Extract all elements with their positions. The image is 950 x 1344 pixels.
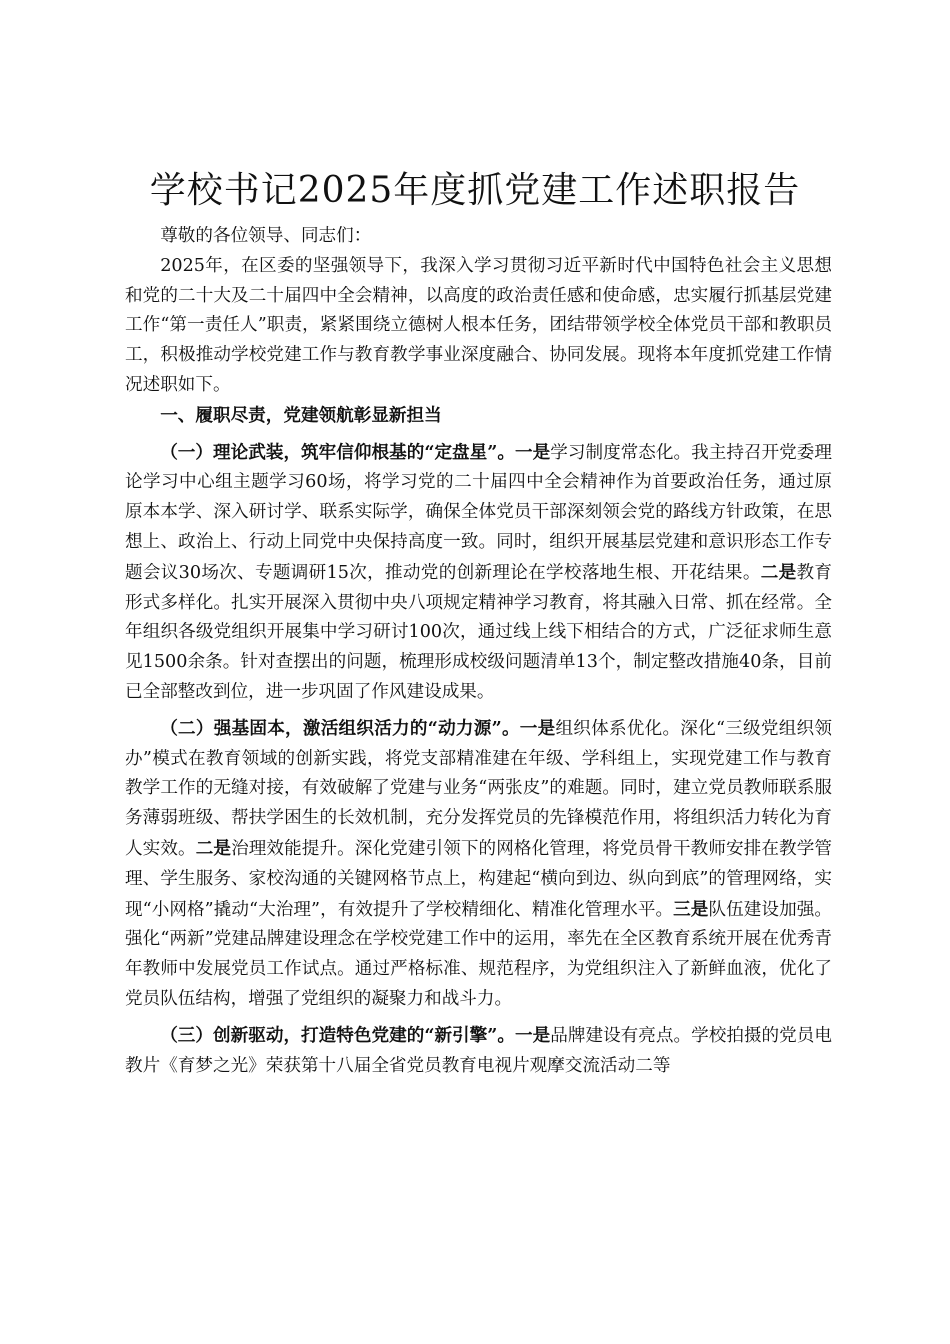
salutation: 尊敬的各位领导、同志们：	[160, 226, 372, 246]
lead-marker: 三是	[673, 898, 709, 920]
subsection-heading-1: （一）理论武装，筑牢信仰根基的“定盘星”。	[160, 441, 516, 463]
document-body	[125, 222, 832, 1081]
document-title: 学校书记2025年度抓党建工作述职报告	[149, 170, 801, 211]
paragraph-theory: （一）理论武装，筑牢信仰根基的“定盘星”。一是学习制度常态化。我主持召开党委理论学习中心组主题学习60场，将学习党的二十届四中全会精神作为首要政治任务，通过原原本本学、深入研讨学、联系实际学，确保全体党员干部深刻领会党的路线方针政策，在思想上、政治上、行动上同党中央保持高度一致。同时，组织开展基层党建和意识形态工作专题会议30场次、专题调研15次，推动党的创新理论在学校落地生根、开花结果。二是教育形式多样化。扎实开展深入贯彻中央八项规定精神学习教育，将其融入日常、抓在经常。全年组织各级党组织开展集中学习研讨100次，通过线上线下相结合的方式，广泛征求师生意见1500余条。针对查摆出的问题，梳理形成校级问题清单13个，制定整改措施40条，目前已全部整改到位，进一步巩固了作风建设成果。	[125, 441, 832, 702]
section-heading-1: 一、履职尽责，党建领航彰显新担当	[160, 404, 442, 426]
subsection-heading-2: （二）强基固本，激活组织活力的“动力源”。	[160, 717, 520, 739]
lead-marker: 一是	[515, 1024, 551, 1046]
lead-marker: 一是	[519, 717, 556, 739]
lead-marker: 一是	[515, 441, 551, 463]
paragraph-organization: （二）强基固本，激活组织活力的“动力源”。一是组织体系优化。深化“三级党组织领办”模式在教育领域的创新实践，将党支部精准建在年级、学科组上，实现党建工作与教育教学工作的无缝对接，有效破解了党建与业务“两张皮”的难题。同时，建立党员教师联系服务薄弱班级、帮扶学困生的长效机制，充分发挥党员的先锋模范作用，将组织活力转化为育人实效。二是治理效能提升。深化党建引领下的网格化管理，将党员骨干教师安排在教学管理、学生服务、家校沟通的关键网格节点上，构建起“横向到边、纵向到底”的管理网络，实现“小网格”撬动“大治理”，有效提升了学校精细化、精准化管理水平。三是队伍建设加强。强化“两新”党建品牌建设理念在学校党建工作中的运用，率先在全区教育系统开展在优秀青年教师中发展党员工作试点。通过严格标准、规范程序，为党组织注入了新鲜血液，优化了党员队伍结构，增强了党组织的凝聚力和战斗力。	[125, 717, 832, 1009]
paragraph-innovation: （三）创新驱动，打造特色党建的“新引擎”。一是品牌建设有亮点。学校拍摄的党员电教片《育梦之光》荣获第十八届全省党员教育电视片观摩交流活动二等	[125, 1024, 832, 1076]
lead-marker: 二是	[760, 561, 797, 583]
lead-marker: 二是	[195, 837, 232, 859]
subsection-heading-3: （三）创新驱动，打造特色党建的“新引擎”。	[160, 1024, 516, 1046]
intro-paragraph: 2025年，在区委的坚强领导下，我深入学习贯彻习近平新时代中国特色社会主义思想和党的二十大及二十届四中全会精神，以高度的政治责任感和使命感，忠实履行抓基层党建工作“第一责任人”职责，紧紧围绕立德树人根本任务，团结带领学校全体党员干部和教职员工，积极推动学校党建工作与教育教学事业深度融合、协同发展。现将本年度抓党建工作情况述职如下。	[125, 255, 832, 395]
